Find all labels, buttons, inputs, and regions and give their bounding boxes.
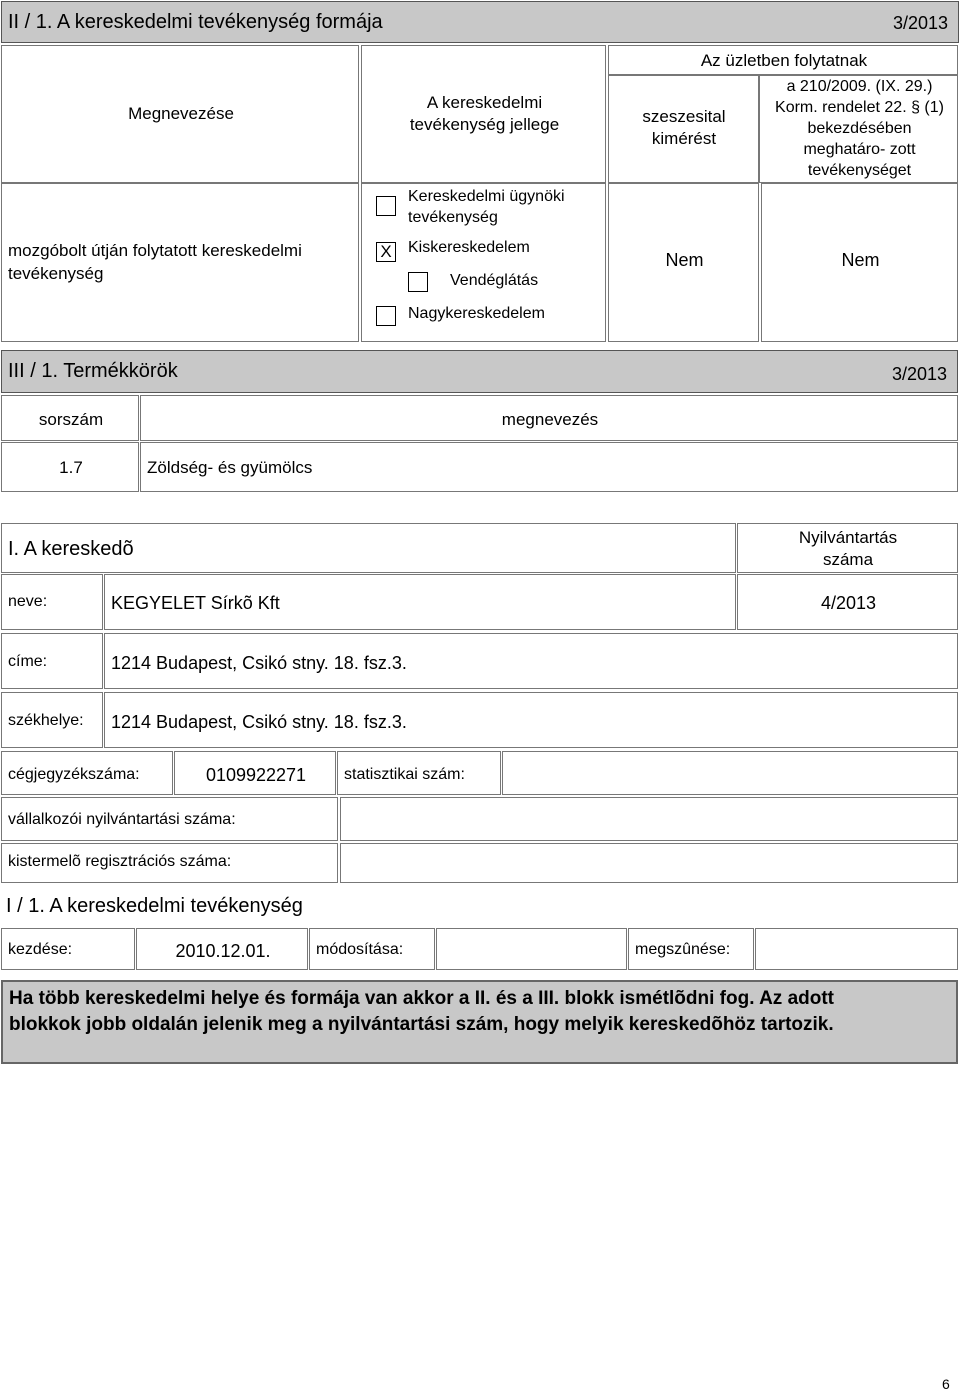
checkbox-hospitality[interactable] <box>408 272 428 292</box>
decree-value: Nem <box>841 250 880 270</box>
end-label: megszûnése: <box>635 941 731 958</box>
section-i-title: I. A kereskedõ <box>8 538 134 560</box>
name-label: neve: <box>8 593 48 610</box>
company-reg-value: 0109922271 <box>205 765 307 785</box>
company-reg-label: cégjegyzékszáma: <box>8 766 140 783</box>
company-reg-label-cell <box>1 751 173 795</box>
address-label-cell <box>1 633 103 689</box>
section-iii-title: III / 1. Termékkörök <box>8 360 178 382</box>
row-alcohol-cell <box>608 183 759 342</box>
checkbox-retail[interactable]: X <box>376 242 396 262</box>
row-type-cell <box>361 183 606 342</box>
col-decree-header-cell <box>759 75 958 183</box>
entrepreneur-label-cell <box>1 797 338 841</box>
stat-label-cell <box>337 751 501 795</box>
entrepreneur-value-cell <box>340 797 958 841</box>
seat-value-cell <box>104 692 958 748</box>
col-name-header: Megnevezése <box>128 104 234 123</box>
address-label: címe: <box>8 653 48 670</box>
group-header: Az üzletben folytatnak <box>700 51 868 70</box>
section-iii-header <box>1 350 958 393</box>
option-hospitality-label: Vendéglátás <box>450 272 539 289</box>
producer-value-cell <box>340 843 958 883</box>
start-value: 2010.12.01. <box>175 941 271 961</box>
name-value: KEGYELET Sírkõ Kft <box>111 593 280 613</box>
reg-header: Nyilvántartás száma <box>798 528 898 569</box>
section-ii-title: II / 1. A kereskedelmi tevékenység formája <box>8 11 383 33</box>
col-alcohol-header: szeszesital kimérést <box>642 107 726 148</box>
checkbox-wholesale[interactable] <box>376 306 396 326</box>
product-name: Zöldség- és gyümölcs <box>147 458 313 477</box>
modified-label: módosítása: <box>316 941 404 958</box>
address-value-cell <box>104 633 958 689</box>
page-number: 6 <box>942 1376 950 1392</box>
end-label-cell <box>628 928 754 970</box>
start-label-cell <box>1 928 135 970</box>
row-name-cell <box>1 183 359 342</box>
address-value: 1214 Budapest, Csikó stny. 18. fsz.3. <box>111 653 407 673</box>
note-box <box>1 980 958 1064</box>
col-num-header: sorszám <box>38 410 104 429</box>
col-type-header: A kereskedelmi tevékenység jellege <box>409 93 560 134</box>
seat-label-cell <box>1 692 103 748</box>
checkbox-agent[interactable] <box>376 196 396 216</box>
col-product-header: megnevezés <box>501 410 599 429</box>
col-product-header-cell <box>140 395 958 441</box>
product-name-cell <box>140 442 958 492</box>
seat-label: székhelye: <box>8 712 84 729</box>
section-i-header-cell <box>1 523 736 573</box>
modified-label-cell <box>309 928 435 970</box>
alcohol-value: Nem <box>665 250 704 270</box>
reg-value-cell <box>737 574 958 630</box>
start-label: kezdése: <box>8 941 73 958</box>
col-type-header-cell <box>361 45 606 183</box>
product-num-cell <box>1 442 139 492</box>
producer-label: kistermelõ regisztrációs száma: <box>8 853 232 870</box>
row-decree-cell <box>761 183 958 342</box>
product-num: 1.7 <box>59 458 83 477</box>
entrepreneur-label: vállalkozói nyilvántartási száma: <box>8 811 236 828</box>
seat-value: 1214 Budapest, Csikó stny. 18. fsz.3. <box>111 712 407 732</box>
option-retail-label: Kiskereskedelem <box>408 239 530 256</box>
col-alcohol-header-cell <box>608 75 759 183</box>
name-value-cell <box>104 574 736 630</box>
end-value-cell <box>755 928 958 970</box>
section-i1-title: I / 1. A kereskedelmi tevékenység <box>6 895 303 917</box>
stat-value-cell <box>502 751 958 795</box>
reg-header-cell <box>737 523 958 573</box>
company-reg-value-cell <box>174 751 336 795</box>
option-wholesale-label: Nagykereskedelem <box>408 305 545 322</box>
section-ii-number: 3/2013 <box>892 13 948 33</box>
start-value-cell <box>136 928 308 970</box>
producer-label-cell <box>1 843 338 883</box>
row-name: mozgóbolt útján folytatott kereskedelmi tevékenység <box>8 241 302 283</box>
col-decree-header: a 210/2009. (IX. 29.) Korm. rendelet 22. § (1) bekezdésében meghatáro- zott tevékenységet <box>775 78 944 179</box>
section-ii-header <box>1 1 959 43</box>
col-name-header-cell <box>1 45 359 183</box>
name-label-cell <box>1 574 103 630</box>
modified-value-cell <box>436 928 627 970</box>
reg-value: 4/2013 <box>820 593 877 613</box>
option-agent-label: Kereskedelmi ügynöki tevékenység <box>408 188 565 226</box>
col-num-header-cell <box>1 395 139 441</box>
section-iii-number: 3/2013 <box>891 364 947 384</box>
note-text: Ha több kereskedelmi helye és formája van akkor a II. és a III. blokk ismétlõdni fog. Az adott blokkok jobb oldalán jelenik meg a nyilvántartási szám, hogy melyik kereskedõhöz tartozik. <box>9 988 835 1035</box>
stat-label: statisztikai szám: <box>344 766 465 783</box>
group-header-cell <box>608 45 958 75</box>
